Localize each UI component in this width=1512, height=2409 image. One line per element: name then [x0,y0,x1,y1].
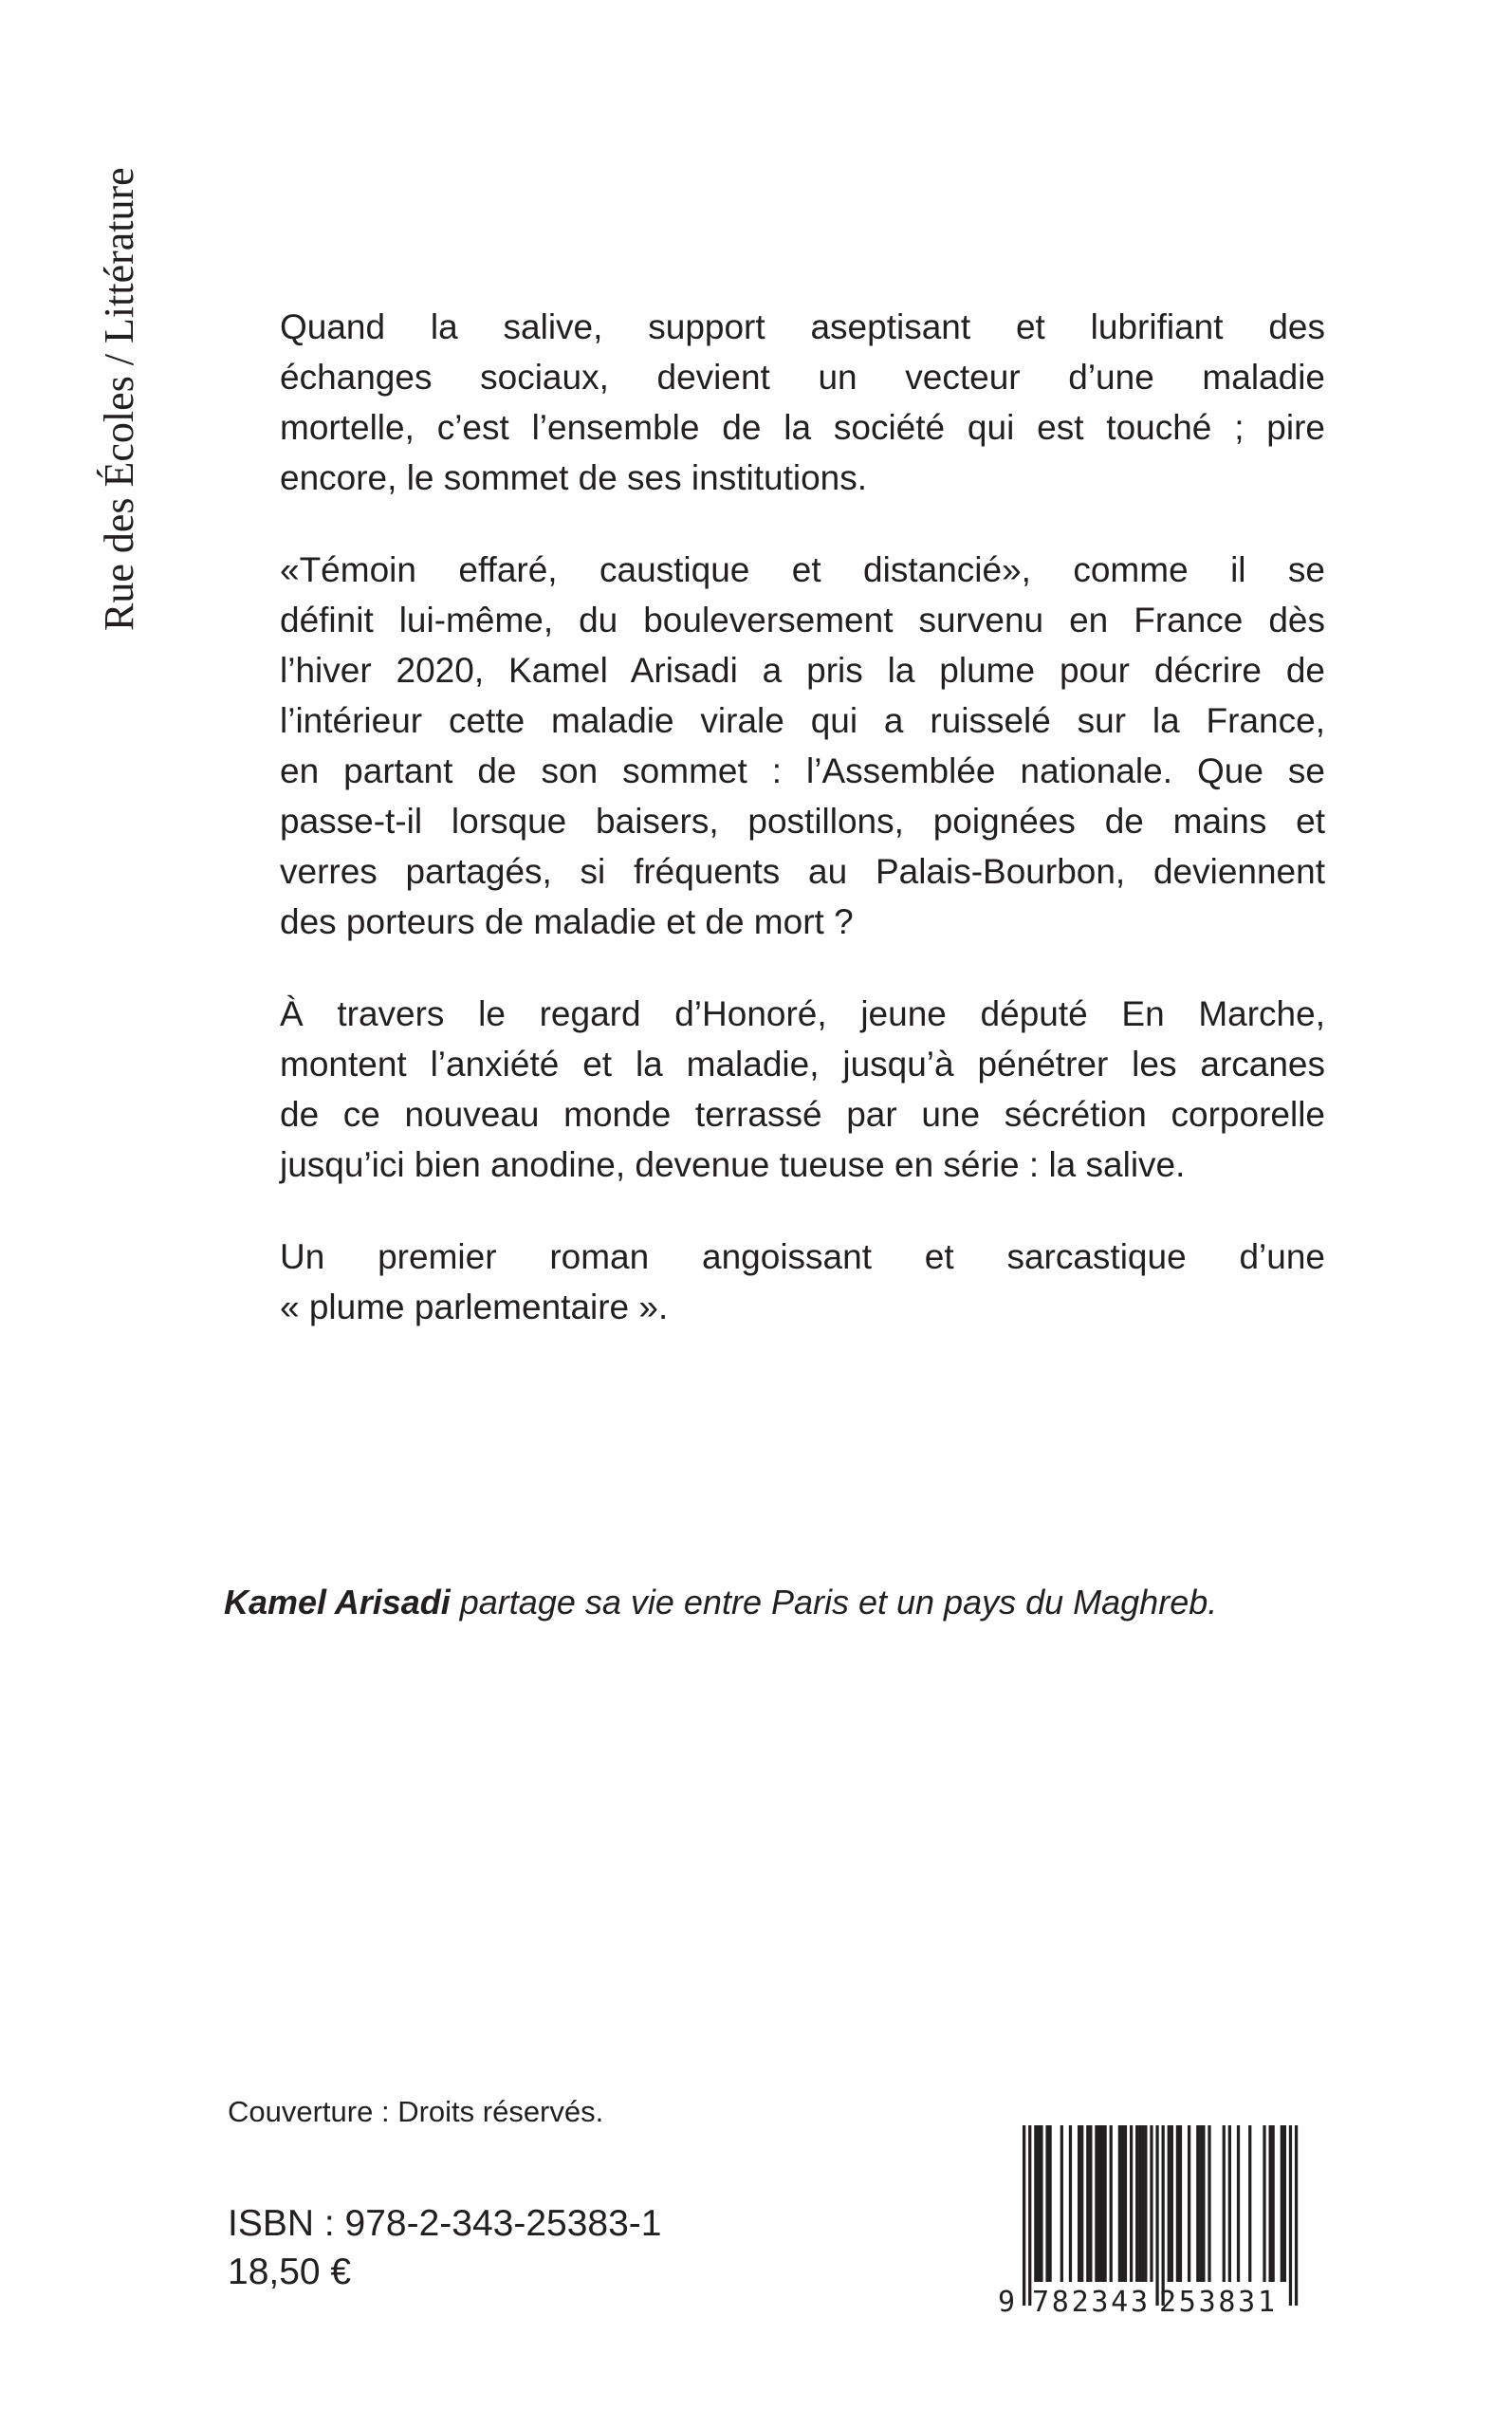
barcode-bar [1130,2125,1133,2282]
barcode-bar [1045,2125,1048,2282]
barcode-bar [1223,2125,1226,2282]
author-bio [224,1583,1217,1622]
cover-credit: Couverture : Droits réservés. [228,2095,604,2128]
barcode-bar [1078,2125,1080,2282]
blurb-line: encore, le sommet de ses institutions. [280,458,868,497]
spine-collection-label: Rue des Écoles / Littérature [96,167,142,631]
barcode-bar [1263,2125,1265,2282]
author-bio-text: partage sa vie entre Paris et un pays du Maghreb. [450,1583,1218,1621]
barcode-bar [1118,2125,1121,2282]
barcode-bar [1188,2125,1190,2282]
price: 18,50 € [228,2251,352,2292]
barcode-bar [1144,2125,1147,2282]
barcode-bar [1228,2125,1231,2282]
blurb-line: définit lui-même, du bouleversement survenu en France dès [280,601,1325,639]
barcode-bar [1199,2125,1202,2282]
barcode-bar [1237,2125,1240,2282]
isbn-price-block [228,2199,661,2296]
blurb-paragraph [280,302,1325,503]
barcode-bar [1095,2125,1097,2282]
barcode-bar [1023,2125,1025,2306]
barcode-bar [1080,2125,1083,2282]
barcode-bar [1086,2125,1089,2282]
barcode-bar [1097,2125,1100,2282]
blurb-line: montent l’anxiété et la maladie, jusqu’à pénétrer les arcanes [280,1045,1325,1084]
barcode-bar [1272,2125,1275,2282]
blurb-line: « plume parlementaire ». [280,1288,669,1326]
blurb-line: verres partagés, si fréquents au Palais-Bourbon, deviennent [280,852,1325,891]
barcode-bar [1289,2125,1292,2306]
barcode-digit-first: 9 [998,2286,1016,2315]
blurb-line: des porteurs de maladie et de mort ? [280,902,854,941]
barcode-bar [1135,2125,1138,2282]
barcode-bar [1037,2125,1040,2282]
blurb-line: À travers le regard d’Honoré, jeune député En Marche, [280,994,1325,1033]
blurb-paragraph [280,545,1325,947]
blurb-line: en partant de son sommet : l’Assemblée nationale. Que se [280,751,1325,790]
blurb-line: Quand la salive, support aseptisant et lubrifiant des [280,307,1325,346]
barcode-bar [1268,2125,1271,2282]
barcode-bar [1155,2125,1158,2306]
barcode-bar [1248,2125,1251,2282]
blurb-line: «Témoin effaré, caustique et distancié», comme il se [280,550,1325,589]
barcode-bar [1208,2125,1210,2282]
back-cover-blurb [280,302,1325,1374]
blurb-line: l’hiver 2020, Kamel Arisadi a pris la plume pour décrire de [280,651,1325,690]
barcode-bar [1281,2125,1283,2282]
barcode-bar [1295,2125,1298,2306]
barcode-bar [1150,2125,1152,2282]
blurb-line: Un premier roman angoissant et sarcastique d’une [280,1237,1325,1276]
barcode-bars [1023,2125,1298,2306]
barcode-bar [1171,2125,1173,2282]
blurb-line: échanges sociaux, devient un vecteur d’une maladie [280,358,1325,397]
barcode-bar [1110,2125,1113,2282]
blurb-line: passe-t-il lorsque baisers, postillons, poignées de mains et [280,802,1325,841]
barcode-bar [1202,2125,1205,2282]
barcode-bar [1162,2125,1165,2306]
barcode-digits-left: 782343 [1032,2286,1148,2315]
barcode-bar [1121,2125,1124,2282]
barcode-bar [1028,2125,1031,2306]
barcode [986,2125,1309,2315]
barcode-bar [1179,2125,1182,2282]
barcode-bar [1060,2125,1063,2282]
barcode-bar [1040,2125,1042,2282]
barcode-bar [1069,2125,1072,2282]
barcode-bar [1034,2125,1037,2282]
barcode-bar [1196,2125,1199,2282]
barcode-bar [1124,2125,1127,2282]
barcode-bar [1103,2125,1106,2282]
barcode-bar [1100,2125,1103,2282]
barcode-bar [1168,2125,1171,2282]
barcode-bar [1089,2125,1092,2282]
blurb-paragraph [280,1232,1325,1332]
barcode-bar [1138,2125,1141,2282]
barcode-bar [1048,2125,1051,2282]
blurb-line: mortelle, c’est l’ensemble de la société qui est touché ; pire [280,408,1325,447]
author-name: Kamel Arisadi [224,1583,451,1621]
blurb-line: de ce nouveau monde terrassé par une sécrétion corporelle [280,1095,1325,1134]
barcode-bar [1141,2125,1144,2282]
barcode-bar [1176,2125,1179,2282]
isbn: ISBN : 978-2-343-25383-1 [228,2203,662,2244]
blurb-line: jusqu’ici bien anodine, devenue tueuse en série : la salive. [280,1145,1186,1184]
barcode-bar [1283,2125,1286,2282]
barcode-digits-right: 253831 [1159,2286,1275,2315]
blurb-line: l’intérieur cette maladie virale qui a ruisselé sur la France, [280,701,1325,740]
blurb-paragraph [280,989,1325,1190]
